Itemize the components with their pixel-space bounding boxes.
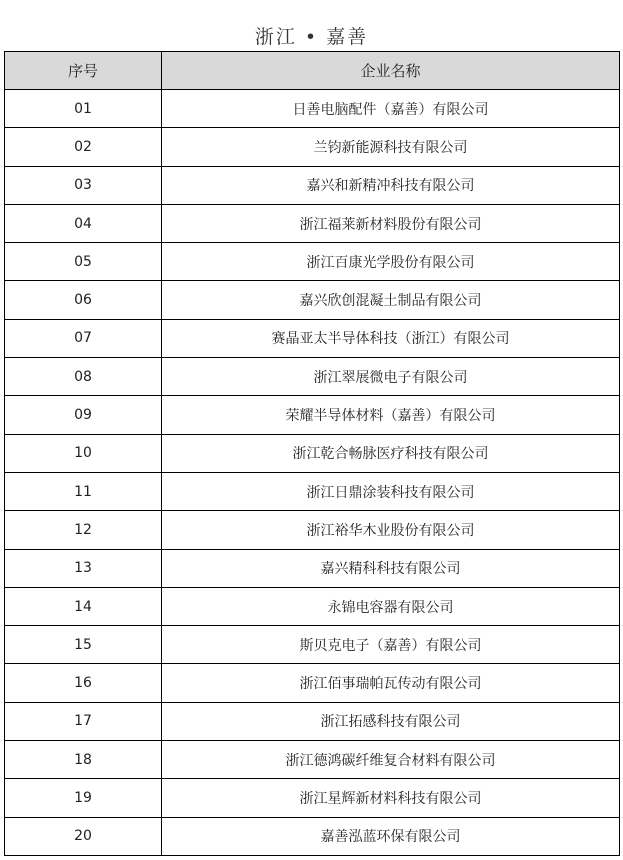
company-name: 嘉兴精科科技有限公司 bbox=[162, 549, 620, 587]
row-number: 15 bbox=[5, 626, 162, 664]
row-number: 17 bbox=[5, 702, 162, 740]
document-title: 浙江 • 嘉善 bbox=[254, 26, 369, 48]
company-name: 斯贝克电子（嘉善）有限公司 bbox=[162, 626, 620, 664]
row-number: 04 bbox=[5, 204, 162, 242]
row-number: 02 bbox=[5, 128, 162, 166]
company-name: 嘉兴欣创混凝土制品有限公司 bbox=[162, 281, 620, 319]
row-number: 13 bbox=[5, 549, 162, 587]
table-row bbox=[5, 243, 620, 281]
row-number: 16 bbox=[5, 664, 162, 702]
row-number: 05 bbox=[5, 243, 162, 281]
company-name: 嘉善泓蓝环保有限公司 bbox=[162, 817, 620, 855]
company-name: 浙江翠展微电子有限公司 bbox=[162, 358, 620, 396]
column-header-company-name: 企业名称 bbox=[162, 52, 620, 90]
row-number: 08 bbox=[5, 358, 162, 396]
row-number: 03 bbox=[5, 166, 162, 204]
row-number: 01 bbox=[5, 90, 162, 128]
table-row bbox=[5, 779, 620, 817]
company-name: 浙江百康光学股份有限公司 bbox=[162, 243, 620, 281]
company-name: 嘉兴和新精冲科技有限公司 bbox=[162, 166, 620, 204]
table-row bbox=[5, 434, 620, 472]
row-number: 10 bbox=[5, 434, 162, 472]
table-row bbox=[5, 549, 620, 587]
company-name: 浙江星辉新材料科技有限公司 bbox=[162, 779, 620, 817]
row-number: 09 bbox=[5, 396, 162, 434]
table-row bbox=[5, 664, 620, 702]
row-number: 20 bbox=[5, 817, 162, 855]
table-row bbox=[5, 817, 620, 855]
table-row bbox=[5, 396, 620, 434]
table-row bbox=[5, 472, 620, 510]
company-name: 兰钧新能源科技有限公司 bbox=[162, 128, 620, 166]
row-number: 18 bbox=[5, 741, 162, 779]
company-name: 赛晶亚太半导体科技（浙江）有限公司 bbox=[162, 319, 620, 357]
table-row bbox=[5, 204, 620, 242]
company-table bbox=[4, 51, 620, 856]
table-row bbox=[5, 128, 620, 166]
company-name: 浙江德鸿碳纤维复合材料有限公司 bbox=[162, 741, 620, 779]
row-number: 07 bbox=[5, 319, 162, 357]
row-number: 14 bbox=[5, 587, 162, 625]
company-name: 浙江乾合畅脉医疗科技有限公司 bbox=[162, 434, 620, 472]
table-row bbox=[5, 319, 620, 357]
company-name: 浙江裕华木业股份有限公司 bbox=[162, 511, 620, 549]
row-number: 11 bbox=[5, 472, 162, 510]
table-row bbox=[5, 702, 620, 740]
table-row bbox=[5, 587, 620, 625]
column-header-number: 序号 bbox=[5, 52, 162, 90]
company-name: 浙江佰事瑞帕瓦传动有限公司 bbox=[162, 664, 620, 702]
table-row bbox=[5, 741, 620, 779]
company-name: 荣耀半导体材料（嘉善）有限公司 bbox=[162, 396, 620, 434]
table-header-row bbox=[5, 52, 620, 90]
table-row bbox=[5, 511, 620, 549]
company-name: 浙江拓感科技有限公司 bbox=[162, 702, 620, 740]
row-number: 19 bbox=[5, 779, 162, 817]
table-row bbox=[5, 90, 620, 128]
company-name: 浙江福莱新材料股份有限公司 bbox=[162, 204, 620, 242]
company-name: 浙江日鼎涂装科技有限公司 bbox=[162, 472, 620, 510]
table-row bbox=[5, 626, 620, 664]
row-number: 06 bbox=[5, 281, 162, 319]
company-name: 永锦电容器有限公司 bbox=[162, 587, 620, 625]
table-row bbox=[5, 166, 620, 204]
company-name: 日善电脑配件（嘉善）有限公司 bbox=[162, 90, 620, 128]
table-row bbox=[5, 281, 620, 319]
row-number: 12 bbox=[5, 511, 162, 549]
table-row bbox=[5, 358, 620, 396]
